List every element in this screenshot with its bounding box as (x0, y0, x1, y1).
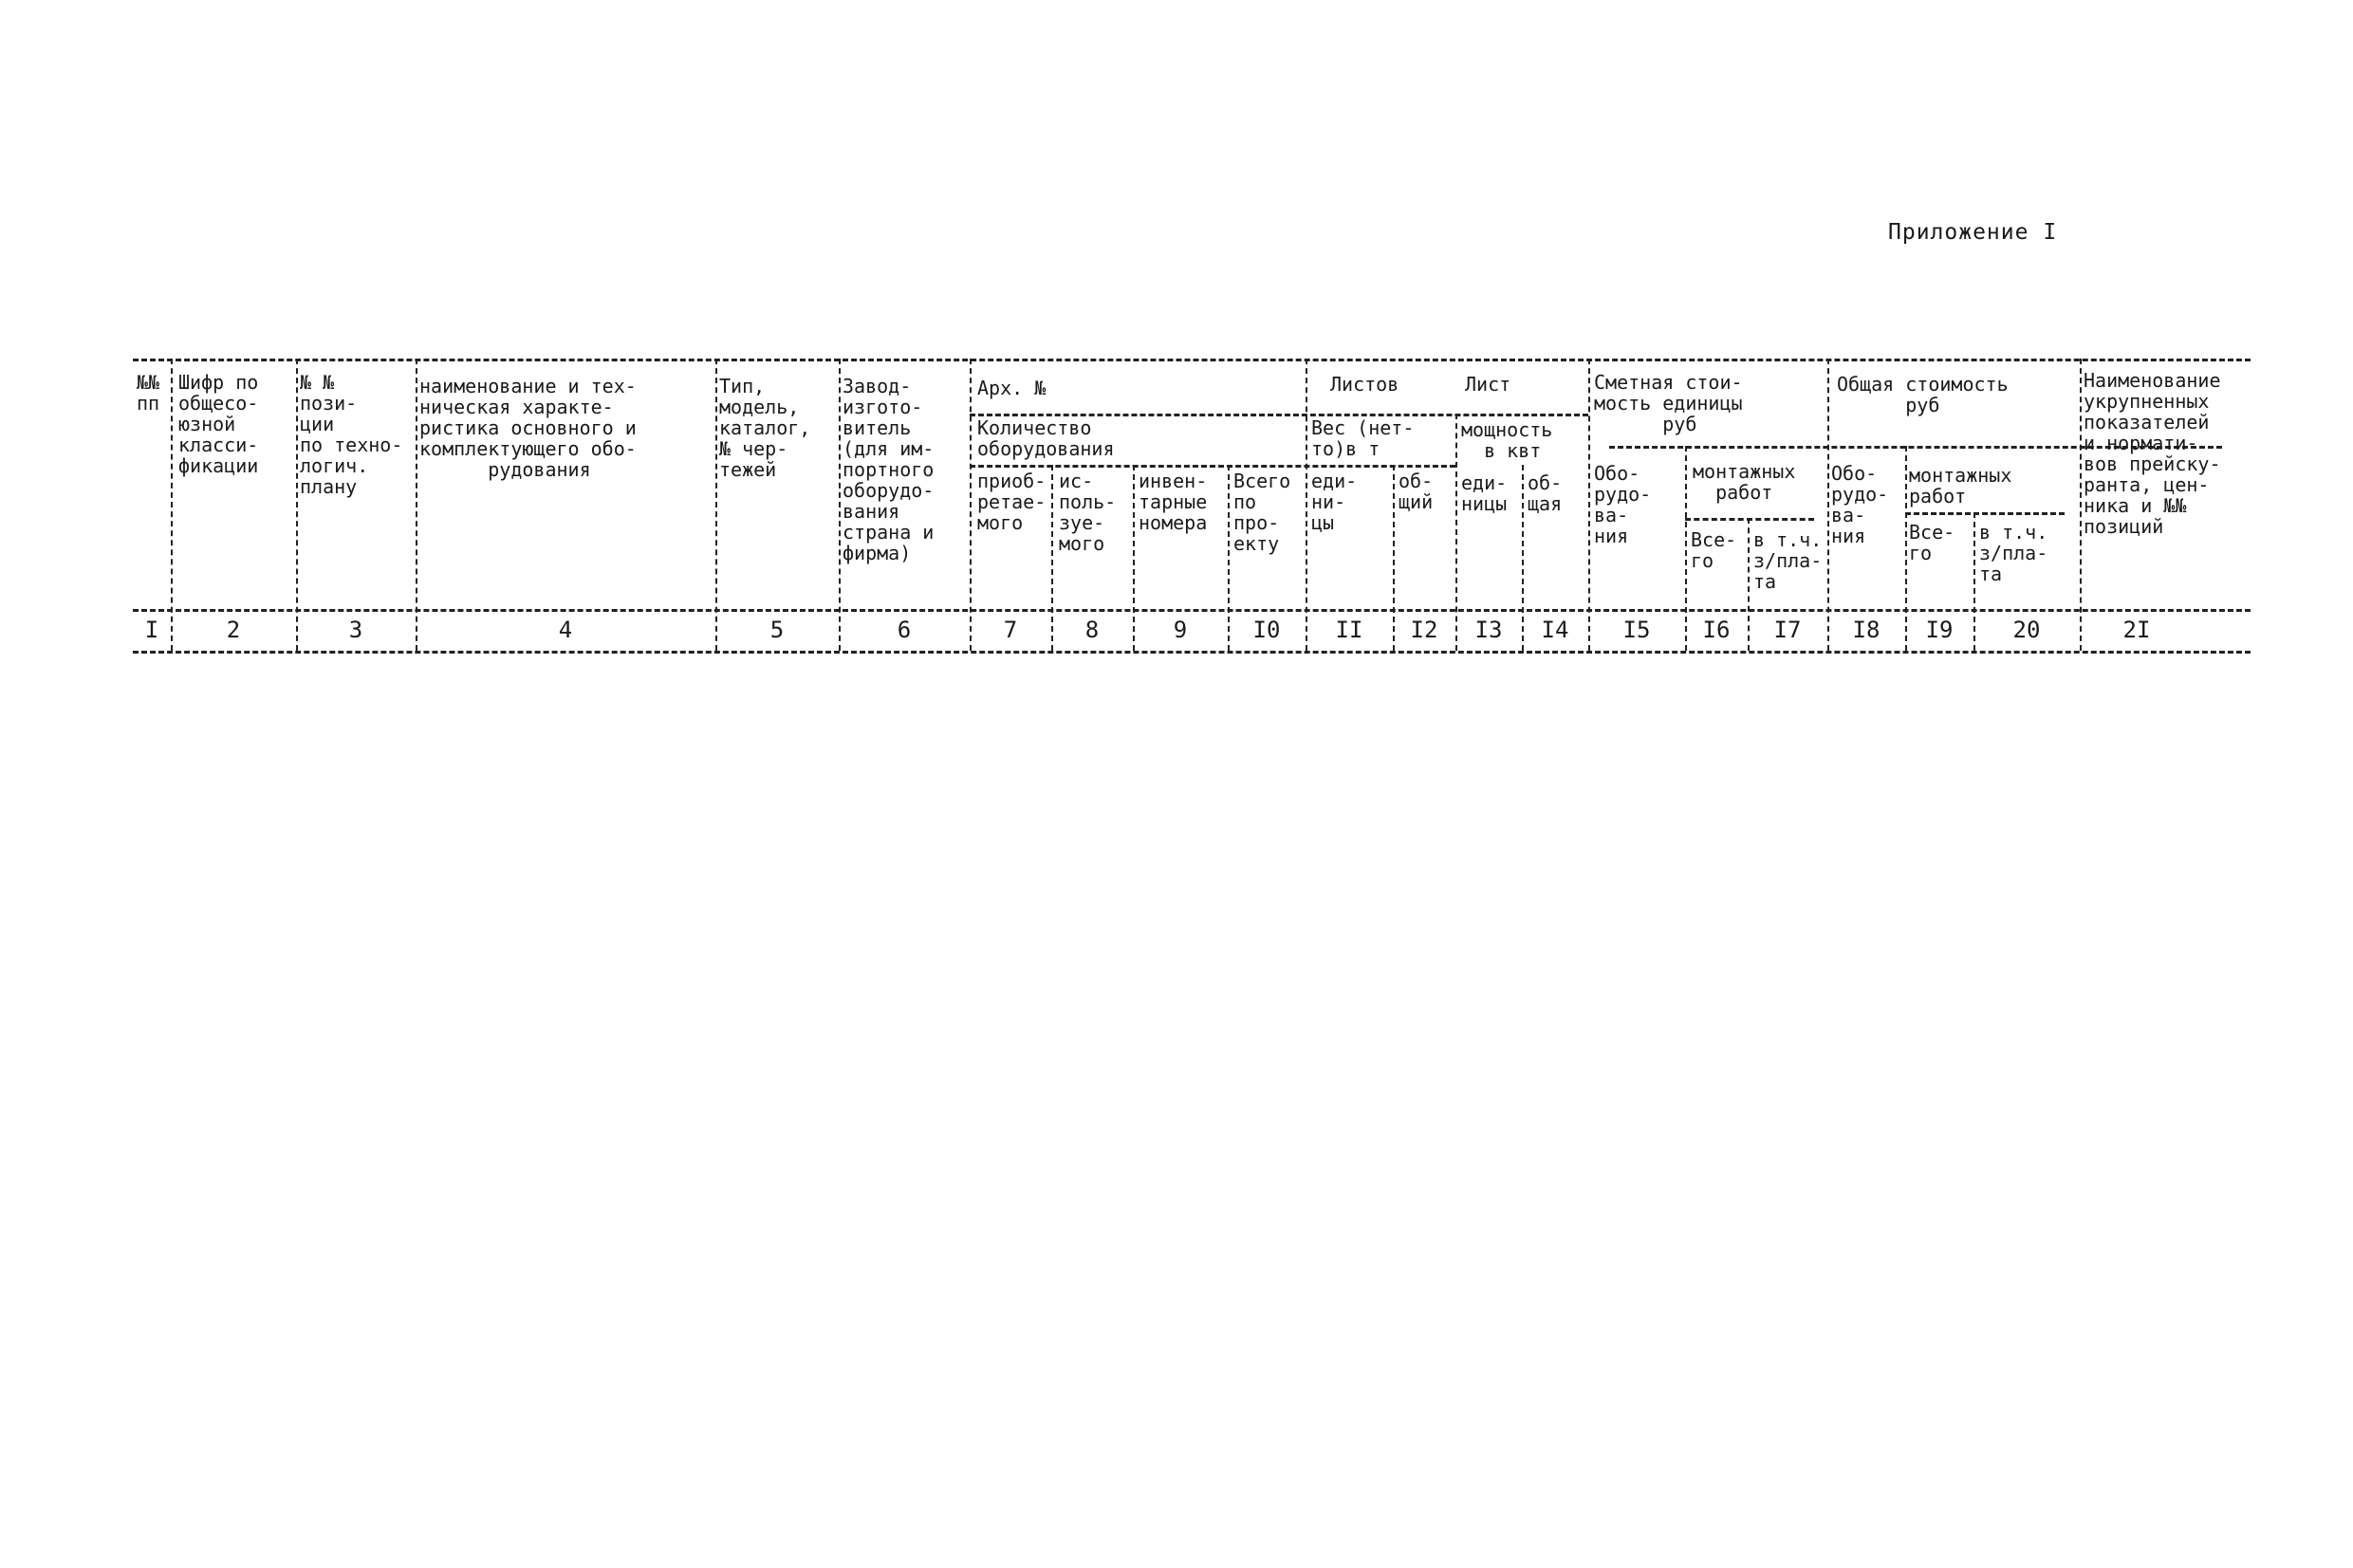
header-estimate-group: Сметная стои- мость единицы руб (1594, 371, 1743, 435)
header-total-wages: в т.ч. з/пла- та (1979, 521, 2048, 585)
column-number: I0 (1252, 617, 1281, 643)
column-number: 5 (769, 617, 785, 643)
column-number: I (144, 617, 159, 643)
header-equipment-name: наименование и тех- ническая характе- ристика основного и комплектующего обо- рудования (419, 375, 637, 481)
header-weight-total: об- щий (1399, 470, 1434, 513)
column-number: I5 (1622, 617, 1651, 643)
col-rule (1827, 359, 1829, 651)
header-total-mounting: монтажных работ (1909, 464, 2012, 507)
header-total-mounting-total: Все- го (1909, 521, 1955, 564)
subheader-rule-qty (970, 465, 1455, 468)
header-price-list-indicators: Наименование укрупненных показателей и нормати- вов прейску- ранта, цен- ника и №№ позиций (2084, 369, 2221, 538)
header-weight-group: Вес (нет- то)в т (1311, 416, 1415, 460)
column-number: 2I (2122, 617, 2151, 643)
column-number: 8 (1084, 617, 1100, 643)
column-number: I8 (1852, 617, 1881, 643)
column-number: II (1335, 617, 1363, 643)
col-rule (839, 359, 841, 651)
equipment-specification-table (133, 359, 2251, 658)
col-rule (171, 359, 173, 651)
column-number: I4 (1541, 617, 1569, 643)
column-number: I9 (1925, 617, 1954, 643)
table-top-rule (133, 359, 2251, 361)
table-bottom-rule (133, 651, 2251, 654)
header-power-unit: еди- ницы (1461, 471, 1508, 515)
column-number: 9 (1173, 617, 1188, 643)
header-row-number: №№ пп (137, 371, 160, 415)
column-number: I2 (1410, 617, 1438, 643)
column-number: 6 (897, 617, 912, 643)
header-classification-code: Шифр по общесо- юзной класси- фикации (178, 371, 259, 477)
header-inventory-numbers: инвен- тарные номера (1139, 470, 1208, 534)
subheader-rule-mount-est (1685, 518, 1814, 521)
column-number: 3 (348, 617, 363, 643)
header-estimate-mounting: монтажных работ (1693, 460, 1796, 504)
header-power-total: об- щая (1528, 471, 1563, 515)
header-total-equipment: Обо- рудо- ва- ния (1831, 462, 1889, 547)
col-rule (2080, 359, 2082, 651)
header-type-model: Тип, модель, каталог, № чер- тежей (719, 375, 811, 481)
header-estimate-mounting-total: Все- го (1691, 528, 1737, 572)
header-qty-used: ис- поль- зуе- мого (1059, 470, 1117, 555)
column-number: 7 (1003, 617, 1018, 643)
header-total-group: Общая стоимость руб (1837, 373, 2009, 416)
col-rule (1455, 414, 1457, 651)
header-weight-unit: еди- ни- цы (1311, 470, 1358, 534)
column-number: I7 (1773, 617, 1802, 643)
column-number: I6 (1702, 617, 1731, 643)
header-manufacturer: Завод- изгото- витель (для им- портного оборудо- вания страна и фирма) (843, 375, 935, 564)
col-rule (970, 359, 972, 651)
col-rule (296, 359, 298, 651)
header-quantity-group: Количество оборудования (977, 416, 1115, 460)
header-qty-total: Всего по про- екту (1233, 470, 1291, 555)
col-rule (1588, 359, 1590, 651)
column-number: 20 (2012, 617, 2041, 643)
header-power-group: мощность в квт (1461, 418, 1553, 462)
col-rule (1306, 359, 1307, 651)
header-estimate-wages: в т.ч. з/пла- та (1753, 528, 1823, 593)
header-sheets: Листов (1330, 373, 1399, 396)
col-rule (715, 359, 717, 651)
header-position-number: № № пози- ции по техно- логич. плану (300, 371, 403, 498)
header-bottom-rule (133, 609, 2251, 612)
header-archive-number: Арх. № (977, 377, 1047, 399)
appendix-label: Приложение I (1888, 220, 2058, 245)
header-sheet: Лист (1465, 373, 1511, 396)
subheader-rule-mount-total (1905, 512, 2065, 515)
header-estimate-equipment: Обо- рудо- ва- ния (1594, 462, 1652, 547)
column-number: 2 (226, 617, 241, 643)
col-rule (416, 359, 417, 651)
column-number: I3 (1474, 617, 1503, 643)
header-qty-purchased: приоб- ретае- мого (977, 470, 1047, 534)
column-number: 4 (558, 617, 573, 643)
